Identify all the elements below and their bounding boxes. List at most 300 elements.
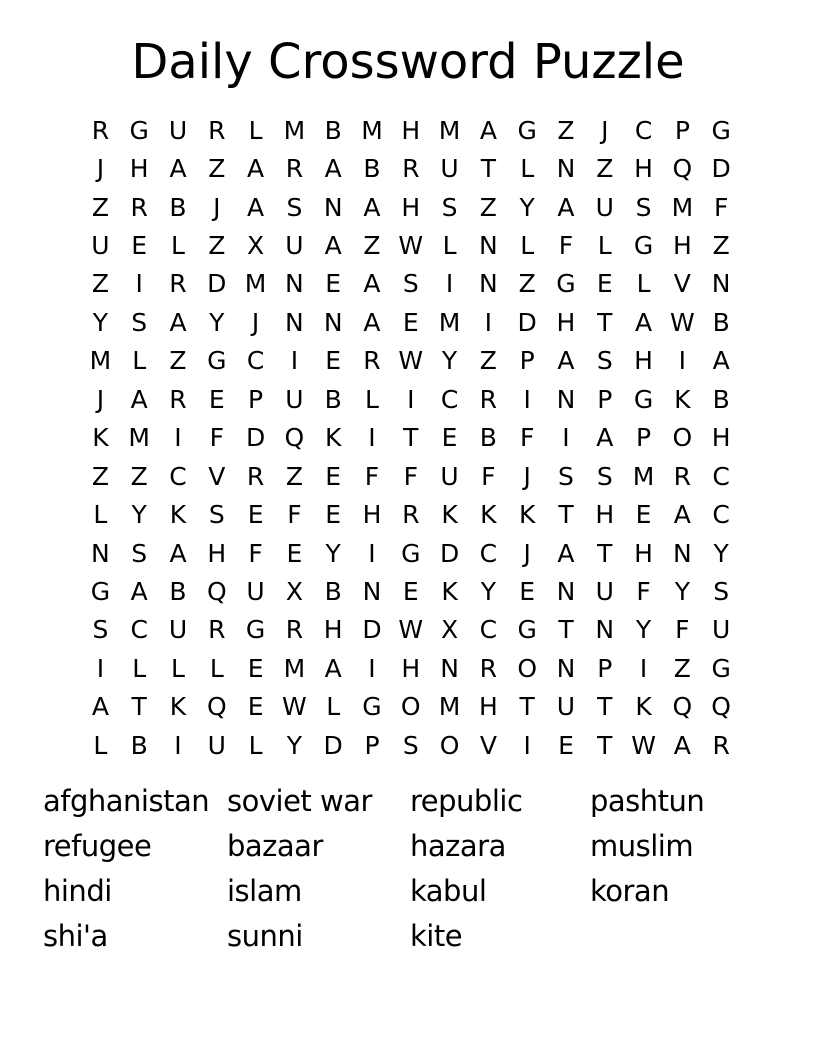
grid-cell: T [519,692,535,722]
grid-cell: W [669,307,695,337]
grid-cell: L [636,269,651,299]
grid-cell: Z [596,154,614,184]
grid-cell: B [363,154,381,184]
grid-cell: P [597,653,613,683]
grid-cell: Z [130,461,148,491]
grid-cell: K [674,384,691,414]
grid-cell: R [402,500,420,530]
grid-cell: G [245,615,266,645]
grid-cell: S [131,307,148,337]
grid-cell: L [132,346,147,376]
grid-cell: F [675,615,690,645]
grid-cell: Q [711,692,731,722]
grid-cell: F [481,461,496,491]
grid-cell: L [93,730,108,760]
grid-cell: A [635,307,653,337]
grid-cell: A [130,576,148,606]
grid-cell: A [596,423,614,453]
grid-cell: E [247,500,264,530]
grid-cell: C [479,538,498,568]
grid-cell: B [324,384,342,414]
grid-cell: T [597,538,613,568]
grid-cell: H [634,154,653,184]
word-list-item: pashtun [590,784,705,819]
grid-cell: S [596,461,613,491]
grid-cell: G [362,692,382,722]
grid-cell: Y [286,730,303,760]
grid-cell: U [595,576,614,606]
grid-cell: U [440,461,459,491]
grid-cell: H [711,423,731,453]
grid-cell: C [479,615,498,645]
grid-cell: E [402,576,419,606]
grid-cell: N [285,307,304,337]
grid-cell: E [247,692,264,722]
grid-cell: H [129,154,149,184]
grid-cell: N [323,192,343,222]
grid-cell: V [208,461,226,491]
grid-cell: A [363,192,381,222]
grid-cell: O [439,730,460,760]
grid-cell: L [365,384,379,414]
grid-cell: U [91,231,110,261]
grid-cell: Z [673,653,691,683]
grid-cell: Q [672,692,693,722]
grid-cell: G [207,346,227,376]
grid-cell: B [712,307,730,337]
grid-cell: E [286,538,303,568]
grid-cell: A [91,692,109,722]
grid-cell: I [368,538,376,568]
grid-cell: Q [206,692,227,722]
grid-cell: Y [92,307,109,337]
grid-cell: R [169,384,187,414]
grid-cell: Y [519,192,535,222]
grid-cell: K [169,692,187,722]
grid-cell: M [244,269,267,299]
grid-cell: L [326,692,341,722]
grid-cell: S [596,346,613,376]
grid-cell: A [479,115,497,145]
grid-cell: H [595,500,615,530]
word-list-item: kabul [410,873,487,908]
grid-cell: T [597,730,613,760]
grid-cell: U [595,192,614,222]
grid-cell: R [285,615,304,645]
grid-cell: Z [91,269,109,299]
grid-cell: Z [285,461,303,491]
grid-cell: K [635,692,652,722]
grid-cell: N [440,653,459,683]
grid-cell: J [96,384,105,414]
grid-cell: Z [169,346,187,376]
grid-cell: H [362,500,382,530]
grid-cell: I [639,653,648,683]
grid-cell: H [478,692,498,722]
grid-cell: Y [635,615,652,645]
grid-cell: F [713,192,729,222]
grid-cell: Z [557,115,575,145]
grid-cell: G [633,231,654,261]
grid-cell: L [248,730,263,760]
grid-cell: A [169,154,187,184]
word-list-item: hindi [43,873,112,908]
word-list-item: republic [410,784,523,819]
grid-cell: L [442,231,457,261]
grid-cell: E [441,423,458,453]
grid-cell: F [209,423,224,453]
grid-cell: P [636,423,652,453]
grid-cell: I [135,269,143,299]
grid-cell: M [438,692,461,722]
grid-cell: J [601,115,609,145]
grid-cell: B [324,576,342,606]
grid-cell: H [323,615,343,645]
grid-cell: F [519,423,535,453]
grid-cell: E [635,500,652,530]
grid-cell: L [520,154,535,184]
grid-cell: U [285,231,304,261]
grid-cell: J [213,192,221,222]
grid-cell: W [631,730,656,760]
grid-cell: E [596,269,613,299]
grid-cell: E [325,269,342,299]
grid-cell: L [597,231,612,261]
grid-cell: E [325,346,342,376]
grid-cell: Z [363,231,381,261]
grid-cell: H [672,231,692,261]
grid-cell: A [324,231,342,261]
grid-cell: S [402,269,419,299]
grid-cell: O [672,423,693,453]
grid-cell: W [398,615,424,645]
grid-cell: I [562,423,570,453]
grid-cell: P [597,384,613,414]
grid-cell: N [362,576,382,606]
grid-cell: D [323,730,343,760]
grid-cell: B [479,423,497,453]
grid-cell: R [208,615,226,645]
grid-cell: K [324,423,342,453]
grid-cell: N [556,154,576,184]
grid-cell: Z [91,461,109,491]
grid-cell: I [678,346,687,376]
grid-cell: G [711,653,731,683]
grid-cell: B [324,115,342,145]
grid-cell: O [400,692,421,722]
grid-cell: Q [672,154,693,184]
grid-cell: R [479,653,498,683]
grid-cell: R [285,154,304,184]
grid-cell: N [595,615,615,645]
grid-cell: U [711,615,731,645]
grid-cell: G [556,269,576,299]
grid-cell: Z [712,231,730,261]
grid-cell: A [324,653,342,683]
grid-cell: I [290,346,299,376]
grid-cell: F [403,461,418,491]
grid-cell: A [673,730,691,760]
grid-cell: A [169,538,187,568]
grid-cell: C [712,500,730,530]
grid-cell: J [523,538,531,568]
grid-cell: R [712,730,730,760]
grid-cell: M [632,461,655,491]
grid-cell: I [96,653,105,683]
grid-cell: S [92,615,109,645]
word-list-item: islam [227,873,302,908]
grid-cell: C [440,384,459,414]
grid-cell: R [246,461,265,491]
grid-cell: L [171,231,185,261]
grid-cell: H [401,653,421,683]
grid-cell: H [207,538,227,568]
grid-cell: A [673,500,691,530]
grid-cell: N [479,269,498,299]
page-title: Daily Crossword Puzzle [131,34,685,90]
grid-cell: Z [91,192,109,222]
grid-cell: S [402,730,419,760]
grid-cell: T [403,423,419,453]
grid-cell: N [673,538,692,568]
grid-cell: B [130,730,148,760]
grid-cell: A [557,192,575,222]
grid-cell: L [520,231,535,261]
grid-cell: Y [209,307,225,337]
grid-cell: S [558,461,574,491]
grid-cell: G [90,576,111,606]
grid-cell: D [517,307,537,337]
grid-cell: V [479,730,497,760]
grid-cell: G [711,115,731,145]
word-list [43,779,774,958]
grid-cell: Z [479,192,497,222]
grid-cell: N [556,384,576,414]
grid-cell: K [92,423,109,453]
grid-cell: D [439,538,460,568]
grid-cell: N [479,231,498,261]
grid-cell: T [558,615,574,645]
grid-cell: A [247,192,265,222]
grid-cell: T [480,154,496,184]
grid-cell: J [96,154,105,184]
grid-cell: A [557,346,575,376]
grid-cell: F [287,500,302,530]
grid-cell: U [246,576,265,606]
word-list-item: soviet war [227,784,372,819]
grid-cell: M [128,423,150,453]
grid-cell: E [247,653,264,683]
grid-cell: I [407,384,415,414]
grid-cell: I [484,307,493,337]
grid-cell: I [523,384,531,414]
grid-cell: C [634,115,653,145]
grid-cell: X [247,231,265,261]
grid-cell: M [283,653,306,683]
grid-cell: D [711,154,731,184]
grid-cell: U [207,730,226,760]
grid-cell: W [398,231,424,261]
grid-cell: R [208,115,226,145]
grid-cell: L [209,653,224,683]
grid-cell: P [364,730,380,760]
word-list-item: kite [410,918,463,953]
grid-cell: K [518,500,536,530]
grid-cell: Q [206,576,227,606]
grid-cell: C [130,615,148,645]
grid-cell: F [558,231,574,261]
grid-cell: C [712,461,730,491]
grid-cell: R [363,346,381,376]
grid-cell: E [325,461,342,491]
grid-cell: B [169,576,187,606]
grid-cell: I [368,423,376,453]
grid-cell: U [168,615,188,645]
grid-cell: E [558,730,574,760]
grid-cell: G [633,384,654,414]
grid-cell: Y [713,538,729,568]
word-list-item: refugee [43,829,152,864]
grid-cell: W [398,346,424,376]
grid-cell: L [171,653,185,683]
grid-cell: M [89,346,112,376]
word-list-empty [590,913,774,958]
grid-cell: O [517,653,537,683]
grid-cell: J [251,307,260,337]
grid-cell: G [129,115,149,145]
grid-cell: R [479,384,498,414]
grid-cell: R [169,269,187,299]
grid-cell: A [363,269,381,299]
grid-cell: H [401,192,421,222]
grid-cell: A [169,307,187,337]
grid-cell: W [282,692,307,722]
word-list-item: koran [590,873,670,908]
grid-cell: L [248,115,263,145]
grid-cell: N [711,269,731,299]
grid-cell: M [671,192,694,222]
grid-cell: S [208,500,225,530]
grid-cell: X [285,576,303,606]
grid-cell: J [523,461,531,491]
grid-cell: L [93,500,108,530]
grid-cell: Z [208,154,226,184]
grid-cell: F [636,576,651,606]
grid-cell: A [712,346,730,376]
grid-cell: T [558,500,574,530]
grid-cell: F [364,461,380,491]
grid-cell: U [285,384,304,414]
grid-cell: I [174,423,182,453]
grid-cell: H [634,538,653,568]
grid-cell: U [440,154,459,184]
grid-cell: M [283,115,306,145]
grid-cell: K [480,500,497,530]
grid-cell: P [674,115,690,145]
grid-cell: I [368,653,376,683]
grid-cell: A [130,384,148,414]
grid-cell: Z [479,346,497,376]
grid-cell: E [325,500,342,530]
grid-cell: M [438,307,461,337]
grid-cell: N [556,653,576,683]
grid-cell: U [556,692,576,722]
word-list-item: bazaar [227,829,323,864]
grid-cell: N [285,269,304,299]
grid-cell: D [207,269,227,299]
grid-cell: S [441,192,458,222]
word-list-item: sunni [227,918,303,953]
grid-cell: K [441,500,458,530]
grid-cell: I [523,730,531,760]
grid-cell: S [286,192,303,222]
grid-cell: V [673,269,691,299]
grid-cell: E [402,307,419,337]
word-list-item: afghanistan [43,784,210,819]
grid-cell: T [131,692,147,722]
grid-cell: B [169,192,187,222]
grid-cell: H [556,307,576,337]
grid-cell: S [131,538,148,568]
grid-cell: C [246,346,265,376]
grid-cell: F [248,538,263,568]
grid-cell: A [324,154,342,184]
word-list-item: muslim [590,829,694,864]
grid-cell: Q [284,423,305,453]
grid-cell: R [130,192,148,222]
grid-cell: E [519,576,536,606]
grid-cell: R [673,461,692,491]
grid-cell: G [401,538,421,568]
grid-cell: U [168,115,188,145]
grid-cell: H [401,115,421,145]
word-list-item: hazara [410,829,506,864]
grid-cell: A [363,307,381,337]
grid-cell: D [362,615,382,645]
grid-cell: M [438,115,461,145]
grid-cell: Y [441,346,458,376]
grid-cell: K [441,576,458,606]
grid-cell: G [517,615,537,645]
grid-cell: S [635,192,652,222]
grid-cell: S [713,576,730,606]
grid-cell: N [91,538,110,568]
grid-cell: N [323,307,343,337]
grid-cell: E [131,231,148,261]
grid-cell: Y [480,576,496,606]
grid-cell: G [517,115,537,145]
grid-cell: P [248,384,264,414]
grid-cell: Y [131,500,147,530]
grid-cell: R [91,115,110,145]
grid-cell: C [169,461,187,491]
grid-cell: A [557,538,575,568]
grid-cell: B [712,384,730,414]
grid-cell: I [174,730,182,760]
grid-cell: H [634,346,653,376]
grid-cell: Z [208,231,226,261]
grid-cell: D [245,423,266,453]
grid-cell: Z [518,269,536,299]
grid-cell: R [402,154,420,184]
grid-cell: P [519,346,535,376]
grid-cell: Y [325,538,341,568]
grid-cell: K [169,500,187,530]
grid-cell: E [208,384,225,414]
grid-cell: X [441,615,459,645]
word-search-grid [81,111,741,764]
grid-cell: Y [674,576,690,606]
